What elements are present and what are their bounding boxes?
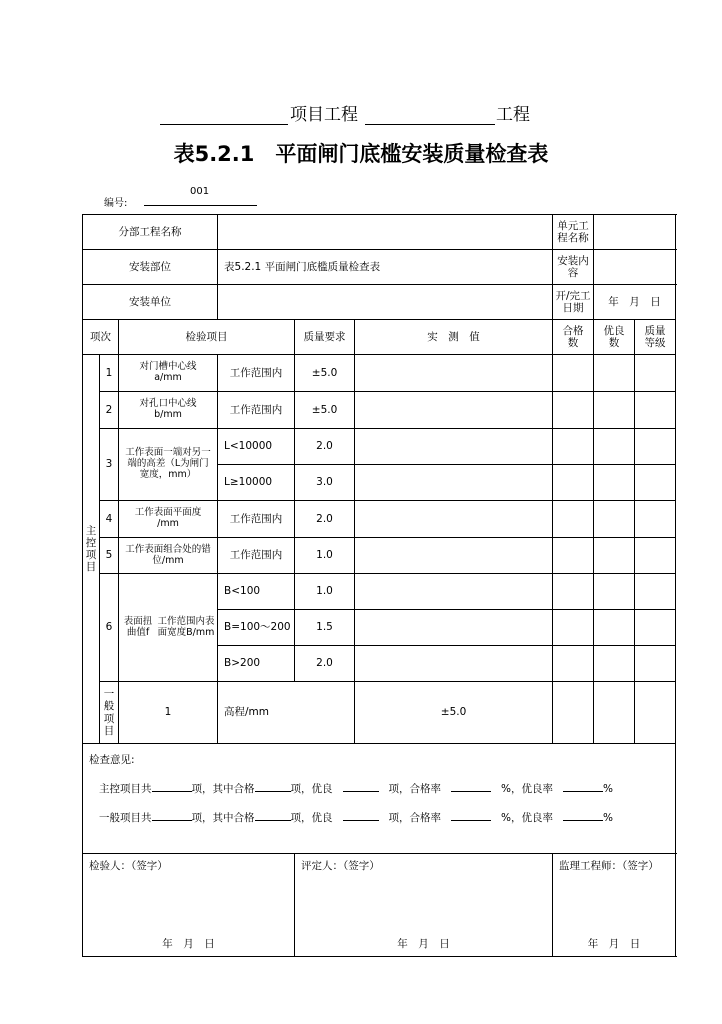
excellent-cell[interactable] <box>594 429 635 465</box>
grade-cell[interactable] <box>635 646 676 682</box>
table-row <box>83 574 676 610</box>
item-requirement: 1.5 <box>295 610 355 646</box>
item-name-text: 对门槽中心线 <box>139 361 197 373</box>
assessor-date: 年 月 日 <box>397 937 450 950</box>
item-no: 6 <box>100 574 119 682</box>
item-name-text: 工作表面平面度 <box>134 507 202 519</box>
table-row <box>83 682 676 744</box>
item-requirement: ±5.0 <box>295 392 355 429</box>
col-qualified-text: 合格数 <box>562 324 584 349</box>
position-label: 安装部位 <box>83 250 218 285</box>
general-excellent-rate-label: %，优良率 <box>501 812 553 825</box>
item-name-split <box>119 617 217 639</box>
general-group-text: 一般项目 <box>103 688 115 737</box>
main-percent: % <box>602 783 613 796</box>
excellent-cell[interactable] <box>594 574 635 610</box>
item-name-text: 工作表面组合处的错位/mm <box>125 543 211 566</box>
date-label: 开/完工日期 <box>553 285 594 320</box>
grade-cell[interactable] <box>635 610 676 646</box>
item-name-text: 对孔口中心线 <box>139 398 197 410</box>
general-group-label <box>100 682 119 744</box>
qualified-cell[interactable] <box>553 574 594 610</box>
item-condition: B<100 <box>218 574 295 610</box>
table-row <box>83 538 676 574</box>
supervisor-date: 年 月 日 <box>587 937 641 950</box>
grade-cell[interactable] <box>635 465 676 501</box>
measured-cell[interactable] <box>355 355 553 392</box>
col-excellent <box>594 320 635 355</box>
opinion-main-line <box>83 766 675 795</box>
item-requirement: 1.0 <box>295 538 355 574</box>
item-requirement: 3.0 <box>295 465 355 501</box>
col-qualified <box>553 320 594 355</box>
general-qualified-label: 项，其中合格 <box>191 812 255 825</box>
opinion-label: 检查意见: <box>89 754 135 766</box>
item-unit: /mm <box>157 518 179 529</box>
item-name-text: 表面扭曲值f <box>123 615 153 638</box>
inspector-label: 检验人：（签字） <box>89 860 168 872</box>
item-name <box>119 392 218 429</box>
item-requirement: ±5.0 <box>295 355 355 392</box>
code-underline <box>144 205 257 206</box>
item-requirement: 2.0 <box>295 501 355 538</box>
item-scope: 工作范围内 <box>218 538 295 574</box>
item-unit: a/mm <box>154 372 182 383</box>
project-title <box>160 100 540 126</box>
qualified-cell[interactable] <box>553 355 594 392</box>
main-pass-rate-blank[interactable] <box>451 780 491 792</box>
col-grade <box>635 320 676 355</box>
measured-cell[interactable] <box>355 646 553 682</box>
qualified-cell[interactable] <box>553 429 594 465</box>
item-requirement: 2.0 <box>295 646 355 682</box>
item-no: 4 <box>100 501 119 538</box>
excellent-cell[interactable] <box>594 465 635 501</box>
col-requirement: 质量要求 <box>295 320 355 355</box>
code-label: 编号: <box>104 198 128 209</box>
excellent-cell[interactable] <box>594 610 635 646</box>
info-row <box>83 285 676 320</box>
item-name <box>119 538 218 574</box>
col-item-no: 项次 <box>83 320 119 355</box>
col-measured: 实 测 值 <box>355 320 553 355</box>
table-row <box>83 392 676 429</box>
col-excellent-text: 优良数 <box>603 324 625 349</box>
main-group-label <box>83 355 100 744</box>
measured-cell[interactable] <box>553 682 594 744</box>
qualified-cell[interactable] <box>553 465 594 501</box>
table-row <box>83 355 676 392</box>
item-condition: L<10000 <box>218 429 295 465</box>
content-value[interactable] <box>594 250 676 285</box>
excellent-cell[interactable] <box>594 646 635 682</box>
main-excellent-rate-blank[interactable] <box>563 780 603 792</box>
qualified-cell[interactable] <box>553 610 594 646</box>
main-pass-rate-label: 项，合格率 <box>388 783 441 796</box>
installer-label: 安装单位 <box>83 285 218 320</box>
assessor-label: 评定人：（签字） <box>301 860 380 872</box>
assessor-signature[interactable] <box>295 854 553 957</box>
main-excellent-label: 项，优良 <box>290 783 333 796</box>
item-scope-text: 工作范围内表面宽度B/mm <box>157 615 215 638</box>
item-requirement: ±5.0 <box>355 682 553 744</box>
position-value[interactable]: 表5.2.1 平面闸门底槛质量检查表 <box>218 250 553 285</box>
item-no: 5 <box>100 538 119 574</box>
info-row <box>83 215 676 250</box>
excellent-cell[interactable] <box>594 392 635 429</box>
table-row <box>83 501 676 538</box>
grade-cell[interactable] <box>635 429 676 465</box>
grade-cell[interactable] <box>635 538 676 574</box>
item-name <box>119 355 218 392</box>
col-grade-text: 质量等级 <box>644 324 666 349</box>
project-title-suffix: 工程 <box>496 105 530 125</box>
qualified-cell[interactable] <box>553 501 594 538</box>
item-condition: B=100～200 <box>218 610 295 646</box>
project-name-blank <box>160 124 288 125</box>
item-condition: L≥10000 <box>218 465 295 501</box>
item-requirement: 2.0 <box>295 429 355 465</box>
qualified-cell[interactable] <box>594 682 635 744</box>
main-excellent-blank[interactable] <box>343 780 379 792</box>
item-name: 高程/mm <box>218 682 355 744</box>
item-scope: 工作范围内 <box>218 392 295 429</box>
item-name <box>119 574 218 682</box>
item-no: 1 <box>100 355 119 392</box>
item-requirement: 1.0 <box>295 574 355 610</box>
main-qualified-blank[interactable] <box>255 780 291 792</box>
measured-cell[interactable] <box>355 501 553 538</box>
supervisor-label: 监理工程师：（签字） <box>559 860 659 872</box>
grade-cell[interactable] <box>635 501 676 538</box>
item-unit: b/mm <box>154 409 182 420</box>
general-pass-rate-blank[interactable] <box>451 809 491 821</box>
project-title-label: 项目工程 <box>290 105 358 125</box>
general-qualified-blank[interactable] <box>255 809 291 821</box>
qualified-cell[interactable] <box>553 538 594 574</box>
qualified-cell[interactable] <box>553 646 594 682</box>
inspection-table <box>82 214 676 957</box>
excellent-cell[interactable] <box>594 355 635 392</box>
item-name <box>119 429 218 501</box>
main-total-blank[interactable] <box>152 780 192 792</box>
signature-row <box>83 854 676 957</box>
main-excellent-rate-label: %，优良率 <box>501 783 553 796</box>
measured-cell[interactable] <box>355 610 553 646</box>
general-pass-rate-label: 项，合格率 <box>388 812 441 825</box>
measured-cell[interactable] <box>355 574 553 610</box>
item-name <box>119 501 218 538</box>
form-title: 表5.2.1 平面闸门底槛安装质量检查表 <box>173 142 549 166</box>
general-total-label: 一般项目共 <box>99 812 152 825</box>
item-name-text: 工作表面一端对另一端的高差（L为闸门宽度，mm） <box>125 447 211 480</box>
grade-cell[interactable] <box>635 392 676 429</box>
col-check-item: 检验项目 <box>119 320 295 355</box>
main-group-text: 主控项目 <box>85 524 97 574</box>
inspector-date: 年 月 日 <box>162 937 215 950</box>
info-row <box>83 250 676 285</box>
opinion-general-line <box>83 795 675 824</box>
unit-value[interactable] <box>594 215 676 250</box>
opinion-row <box>83 744 676 854</box>
excellent-cell[interactable] <box>594 501 635 538</box>
excellent-cell[interactable] <box>635 682 676 744</box>
grade-cell[interactable] <box>635 574 676 610</box>
date-value[interactable]: 年 月 日 <box>594 285 676 320</box>
general-excellent-label: 项，优良 <box>290 812 333 825</box>
item-no: 1 <box>119 682 218 744</box>
item-scope: 工作范围内 <box>218 501 295 538</box>
project-suffix-blank <box>365 124 495 125</box>
main-qualified-label: 项，其中合格 <box>191 783 255 796</box>
inspector-signature[interactable] <box>83 854 295 957</box>
qualified-cell[interactable] <box>553 392 594 429</box>
general-total-blank[interactable] <box>152 809 192 821</box>
column-header-row <box>83 320 676 355</box>
division-value[interactable] <box>218 215 553 250</box>
general-percent: % <box>602 812 613 825</box>
item-condition: B>200 <box>218 646 295 682</box>
grade-cell[interactable] <box>635 355 676 392</box>
item-no: 3 <box>100 429 119 501</box>
main-total-label: 主控项目共 <box>99 783 152 796</box>
division-label: 分部工程名称 <box>83 215 218 250</box>
measured-cell[interactable] <box>355 392 553 429</box>
measured-cell[interactable] <box>355 429 553 465</box>
content-label: 安装内容 <box>553 250 594 285</box>
general-excellent-blank[interactable] <box>343 809 379 821</box>
item-no: 2 <box>100 392 119 429</box>
measured-cell[interactable] <box>355 538 553 574</box>
general-excellent-rate-blank[interactable] <box>563 809 603 821</box>
measured-cell[interactable] <box>355 465 553 501</box>
excellent-cell[interactable] <box>594 538 635 574</box>
opinion-cell <box>83 744 676 854</box>
installer-value[interactable] <box>218 285 553 320</box>
code-value: 001 <box>190 186 210 197</box>
unit-label: 单元工程名称 <box>553 215 594 250</box>
supervisor-signature[interactable] <box>553 854 676 957</box>
table-row <box>83 429 676 465</box>
item-scope: 工作范围内 <box>218 355 295 392</box>
